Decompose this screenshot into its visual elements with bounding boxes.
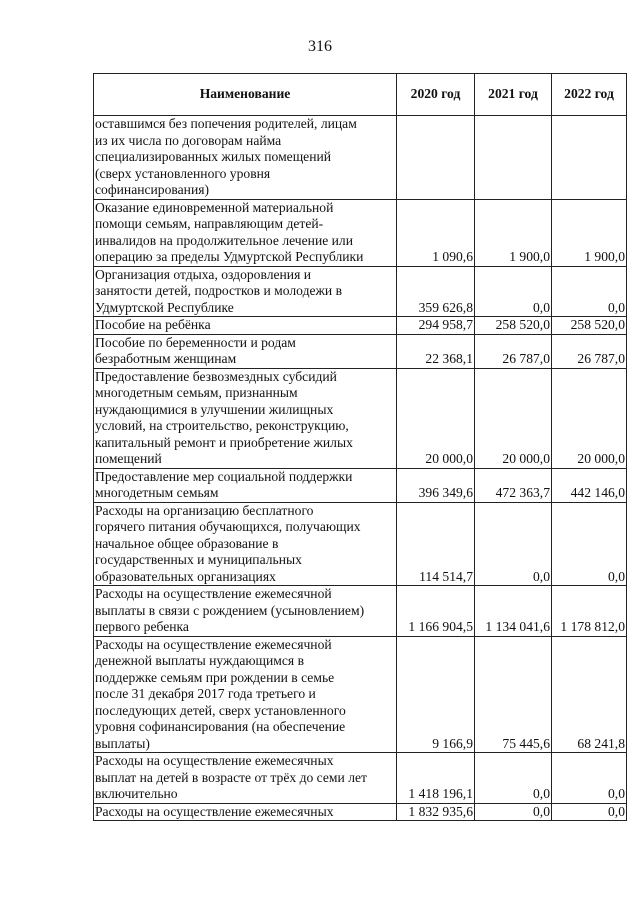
- row-name-line: образовательных организациях: [95, 568, 276, 584]
- page-number: 316: [308, 38, 332, 55]
- row-name-line: Удмуртской Республике: [95, 299, 234, 315]
- table-row: [94, 334, 627, 368]
- cell-2020: 359 626,8: [397, 266, 475, 317]
- row-name-line: Расходы на осуществление ежемесячных: [95, 803, 334, 819]
- budget-table: [93, 73, 627, 821]
- row-name-line: начальное общее образование в: [95, 535, 279, 551]
- row-name-line: Предоставление безвозмездных субсидий: [95, 368, 337, 384]
- cell-2021: [475, 116, 552, 200]
- row-name: [94, 586, 397, 637]
- cell-2020: 9 166,9: [397, 636, 475, 753]
- cell-2022: 258 520,0: [552, 317, 627, 335]
- row-name-line: Оказание единовременной материальной: [95, 199, 334, 215]
- table-row: [94, 266, 627, 317]
- row-name: [94, 753, 397, 804]
- cell-2020: 22 368,1: [397, 334, 475, 368]
- cell-2021: 0,0: [475, 266, 552, 317]
- row-name-line: Организация отдыха, оздоровления и: [95, 266, 312, 282]
- row-name-line: Пособие по беременности и родам: [95, 334, 296, 350]
- row-name-line: многодетным семьям, признанным: [95, 385, 298, 400]
- cell-2021: 1 134 041,6: [475, 586, 552, 637]
- cell-2022: 1 178 812,0: [552, 586, 627, 637]
- row-name-line: включительно: [95, 786, 178, 801]
- row-name-line: софинансирования): [95, 182, 210, 197]
- row-name: [94, 368, 397, 468]
- row-name-line: последующих детей, сверх установленного: [95, 702, 346, 718]
- row-name-line: занятости детей, подростков и молодежи в: [95, 283, 343, 298]
- row-name-line: Предоставление мер социальной поддержки: [95, 468, 353, 484]
- table-row: [94, 803, 627, 821]
- cell-2021: 472 363,7: [475, 468, 552, 502]
- row-name-line: Пособие на ребёнка: [95, 317, 211, 332]
- row-name-line: многодетным семьям: [95, 485, 219, 500]
- row-name-line: операцию за пределы Удмуртской Республики: [95, 249, 364, 264]
- row-name-line: помощи семьям, направляющим детей-: [95, 216, 324, 231]
- cell-2022: 20 000,0: [552, 368, 627, 468]
- table-row: [94, 199, 627, 266]
- cell-2022: 68 241,8: [552, 636, 627, 753]
- cell-2022: 442 146,0: [552, 468, 627, 502]
- table-row: [94, 586, 627, 637]
- row-name: [94, 468, 397, 502]
- row-name-line: Расходы на осуществление ежемесячной: [95, 636, 332, 652]
- cell-2020: 1 090,6: [397, 199, 475, 266]
- cell-2021: 0,0: [475, 502, 552, 586]
- row-name: [94, 199, 397, 266]
- table-row: [94, 116, 627, 200]
- row-name-line: (сверх установленного уровня: [95, 165, 271, 181]
- header-name: Наименование: [94, 74, 397, 116]
- cell-2020: 396 349,6: [397, 468, 475, 502]
- cell-2022: [552, 116, 627, 200]
- cell-2021: 26 787,0: [475, 334, 552, 368]
- table-body: [94, 116, 627, 821]
- cell-2021: 0,0: [475, 803, 552, 821]
- row-name-line: выплат на детей в возрасте от трёх до семи лет: [95, 769, 367, 785]
- cell-2021: 0,0: [475, 753, 552, 804]
- cell-2020: 294 958,7: [397, 317, 475, 335]
- row-name-line: государственных и муниципальных: [95, 552, 302, 567]
- row-name-line: оставшимся без попечения родителей, лицам: [95, 116, 357, 131]
- header-2022: 2022 год: [552, 74, 627, 116]
- cell-2020: 114 514,7: [397, 502, 475, 586]
- cell-2021: 75 445,6: [475, 636, 552, 753]
- cell-2020: 1 166 904,5: [397, 586, 475, 637]
- row-name-line: специализированных жилых помещений: [95, 149, 332, 164]
- row-name-line: из их числа по договорам найма: [95, 132, 282, 148]
- row-name-line: горячего питания обучающихся, получающих: [95, 519, 361, 534]
- row-name: [94, 266, 397, 317]
- row-name-line: выплаты): [95, 735, 150, 751]
- row-name: [94, 502, 397, 586]
- row-name-line: нуждающимися в улучшении жилищных: [95, 401, 334, 417]
- row-name-line: условий, на строительство, реконструкцию,: [95, 418, 349, 433]
- row-name-line: инвалидов на продолжительное лечение или: [95, 232, 353, 248]
- cell-2022: 0,0: [552, 502, 627, 586]
- cell-2022: 0,0: [552, 803, 627, 821]
- row-name-line: денежной выплаты нуждающимся в: [95, 653, 304, 668]
- cell-2020: 1 832 935,6: [397, 803, 475, 821]
- row-name-line: помещений: [95, 451, 162, 466]
- row-name: [94, 334, 397, 368]
- row-name: [94, 803, 397, 821]
- row-name-line: Расходы на осуществление ежемесячной: [95, 586, 332, 601]
- row-name-line: поддержке семьям при рождении в семье: [95, 669, 335, 685]
- header-2020: 2020 год: [397, 74, 475, 116]
- cell-2022: 0,0: [552, 753, 627, 804]
- cell-2022: 1 900,0: [552, 199, 627, 266]
- row-name-line: безработным женщинам: [95, 351, 237, 366]
- cell-2021: 1 900,0: [475, 199, 552, 266]
- row-name: [94, 636, 397, 753]
- row-name-line: капитальный ремонт и приобретение жилых: [95, 434, 353, 450]
- row-name-line: Расходы на осуществление ежемесячных: [95, 753, 334, 768]
- table-header-row: [94, 74, 627, 116]
- cell-2020: 20 000,0: [397, 368, 475, 468]
- row-name-line: уровня софинансирования (на обеспечение: [95, 719, 346, 734]
- cell-2022: 26 787,0: [552, 334, 627, 368]
- cell-2022: 0,0: [552, 266, 627, 317]
- table-row: [94, 317, 627, 335]
- row-name: [94, 116, 397, 200]
- row-name: [94, 317, 397, 335]
- cell-2021: 258 520,0: [475, 317, 552, 335]
- table-row: [94, 753, 627, 804]
- row-name-line: выплаты в связи с рождением (усыновлением): [95, 602, 365, 618]
- cell-2020: 1 418 196,1: [397, 753, 475, 804]
- table-row: [94, 468, 627, 502]
- header-2021: 2021 год: [475, 74, 552, 116]
- table-row: [94, 502, 627, 586]
- row-name-line: после 31 декабря 2017 года третьего и: [95, 686, 316, 701]
- table-row: [94, 636, 627, 753]
- row-name-line: первого ребенка: [95, 619, 189, 634]
- cell-2020: [397, 116, 475, 200]
- cell-2021: 20 000,0: [475, 368, 552, 468]
- table-row: [94, 368, 627, 468]
- row-name-line: Расходы на организацию бесплатного: [95, 502, 314, 518]
